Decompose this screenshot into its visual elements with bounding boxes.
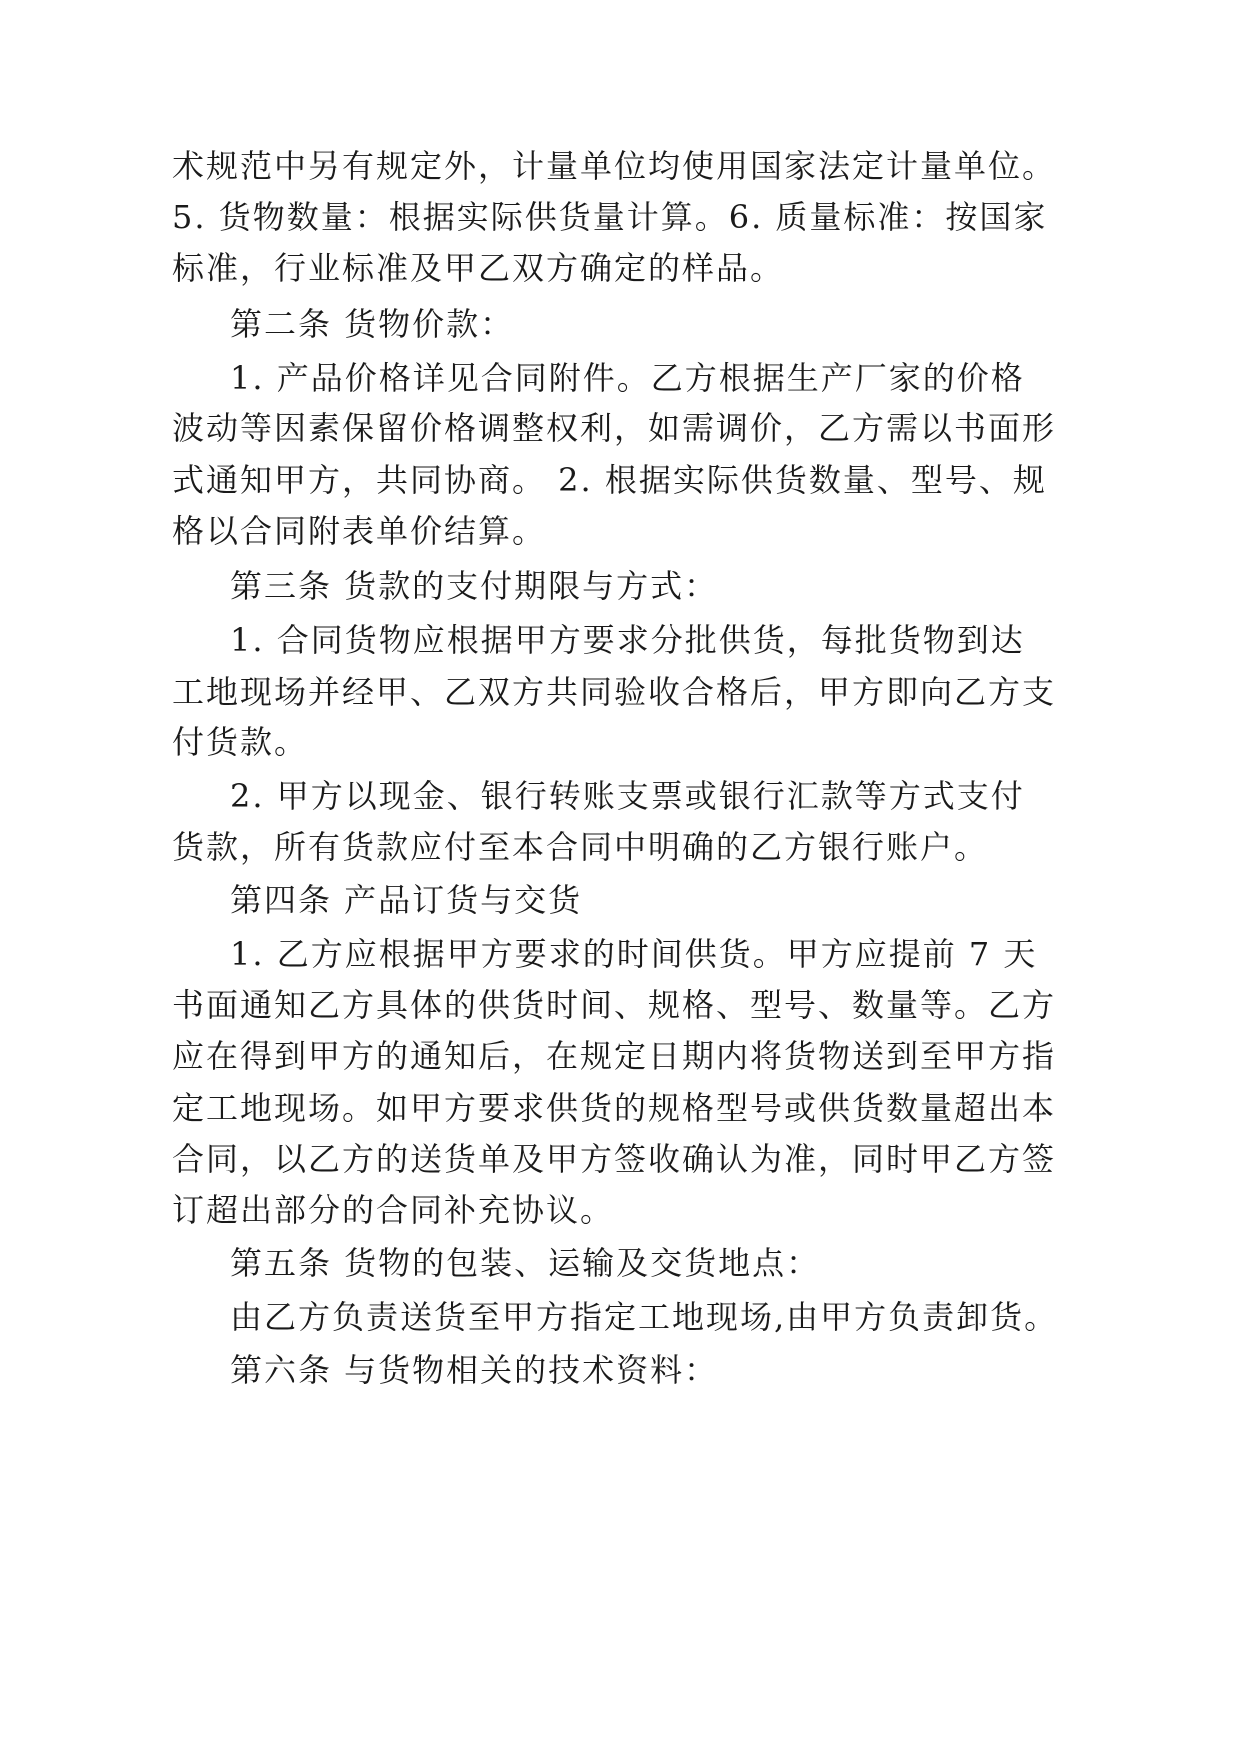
paragraph-line: 书面通知乙方具体的供货时间、规格、型号、数量等。乙方 (172, 986, 1057, 1024)
paragraph-line: 5. 货物数量：根据实际供货量计算。6. 质量标准：按国家 (172, 198, 1048, 236)
section-heading: 第四条 产品订货与交货 (230, 881, 583, 919)
paragraph-line: 定工地现场。如甲方要求供货的规格型号或供货数量超出本 (172, 1089, 1057, 1127)
paragraph-line: 式通知甲方，共同协商。 2. 根据实际供货数量、型号、规 (172, 461, 1047, 499)
paragraph-line: 格以合同附表单价结算。 (172, 512, 547, 550)
paragraph-line: 1. 乙方应根据甲方要求的时间供货。甲方应提前 7 天 (230, 935, 1038, 973)
paragraph-line: 术规范中另有规定外，计量单位均使用国家法定计量单位。 (172, 147, 1057, 185)
paragraph-line: 货款，所有货款应付至本合同中明确的乙方银行账户。 (172, 828, 989, 866)
section-heading: 第二条 货物价款： (230, 305, 515, 343)
paragraph-line: 波动等因素保留价格调整权利，如需调价，乙方需以书面形 (172, 409, 1057, 447)
paragraph-line: 1. 产品价格详见合同附件。乙方根据生产厂家的价格 (230, 359, 1025, 397)
paragraph-line: 付货款。 (172, 723, 309, 761)
paragraph-line: 工地现场并经甲、乙双方共同验收合格后，甲方即向乙方支 (172, 673, 1057, 711)
paragraph-line: 1. 合同货物应根据甲方要求分批供货，每批货物到达 (230, 621, 1025, 659)
paragraph-line: 标准，行业标准及甲乙双方确定的样品。 (172, 249, 785, 287)
paragraph-line: 应在得到甲方的通知后，在规定日期内将货物送到至甲方指 (172, 1037, 1057, 1075)
paragraph-line: 由乙方负责送货至甲方指定工地现场,由甲方负责卸货。 (230, 1298, 1059, 1336)
paragraph-line: 合同，以乙方的送货单及甲方签收确认为准，同时甲乙方签 (172, 1140, 1057, 1178)
section-heading: 第六条 与货物相关的技术资料： (230, 1351, 719, 1389)
section-heading: 第五条 货物的包装、运输及交货地点： (230, 1244, 821, 1282)
paragraph-line: 2. 甲方以现金、银行转账支票或银行汇款等方式支付 (230, 777, 1025, 815)
paragraph-line: 订超出部分的合同补充协议。 (172, 1191, 615, 1229)
section-heading: 第三条 货款的支付期限与方式： (230, 567, 719, 605)
